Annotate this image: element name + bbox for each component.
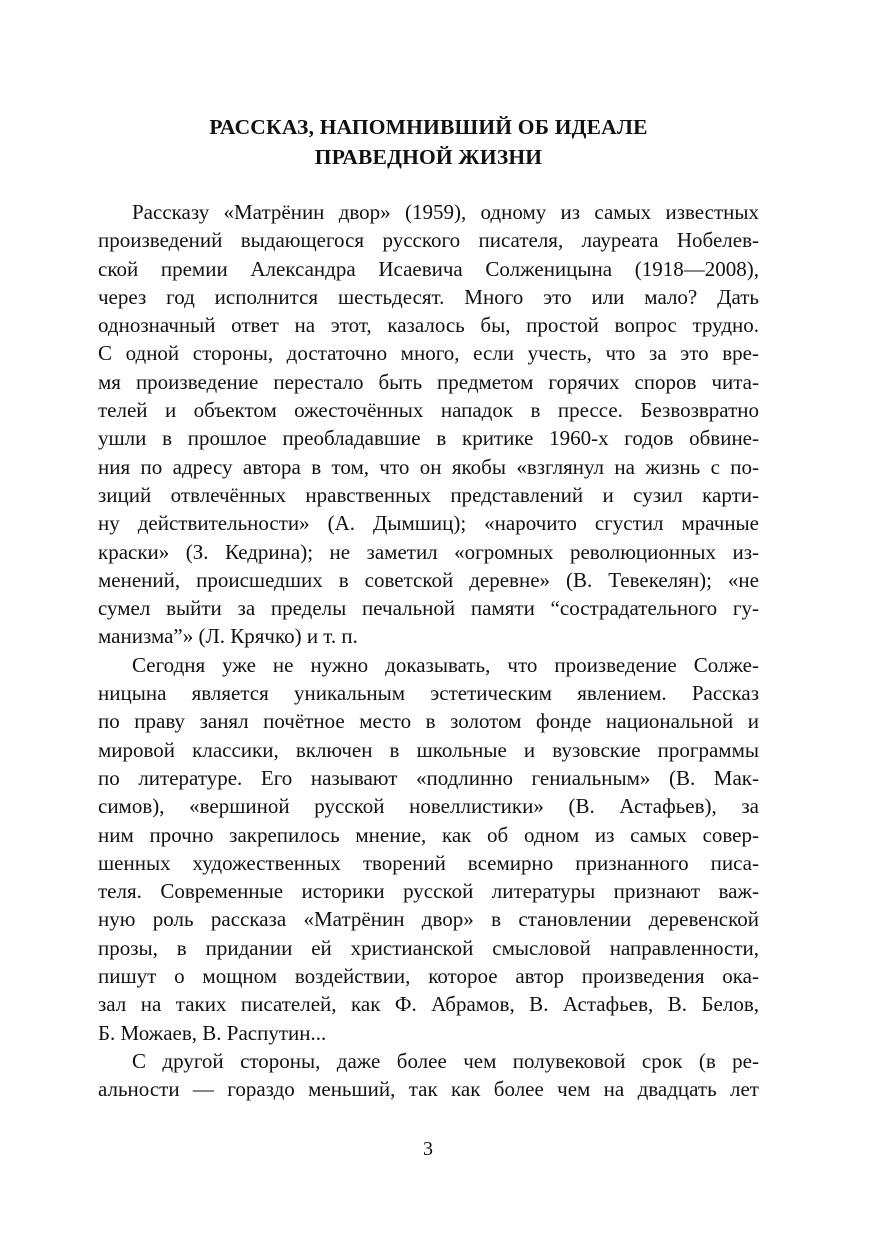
text-line: менений, происшедших в советской деревне» (В. Тевекелян); «не (98, 567, 759, 592)
text-line: альности — гораздо меньший, так как более чем на двадцать лет (98, 1077, 759, 1102)
paragraph-1 (98, 198, 759, 651)
chapter-title-line-2: ПРАВЕДНОЙ ЖИЗНИ (314, 145, 543, 169)
text-line: телей и объектом ожесточённых нападок в прессе. Безвозвратно (98, 398, 759, 423)
body-text (98, 198, 759, 1104)
text-line: мя произведение перестало быть предметом горячих споров чита- (98, 369, 759, 394)
text-line: прозы, в придании ей христианской смысловой направленности, (98, 935, 759, 960)
chapter-title (98, 112, 759, 172)
paragraph-3 (98, 1047, 759, 1104)
text-line: симов), «вершиной русской новеллистики» (В. Астафьев), за (98, 794, 759, 819)
text-line: зиций отвлечённых нравственных представлений и сузил карти- (98, 482, 759, 507)
text-line: по литературе. Его называют «подлинно гениальным» (В. Мак- (98, 765, 759, 790)
text-line: мировой классики, включен в школьные и вузовские программы (98, 737, 759, 762)
text-line: пишут о мощном воздействии, которое автор произведения ока- (98, 964, 759, 989)
text-line: ним прочно закрепилось мнение, как об одном из самых совер- (98, 822, 759, 847)
text-line: по праву занял почётное место в золотом фонде национальной и (98, 709, 759, 734)
text-line: сумел выйти за пределы печальной памяти “сострадательного гу- (98, 596, 759, 621)
chapter-title-line-1: РАССКАЗ, НАПОМНИВШИЙ ОБ ИДЕАЛЕ (209, 115, 648, 139)
text-line: краски» (З. Кедрина); не заметил «огромных революционных из- (98, 539, 759, 564)
text-line: ния по адресу автора в том, что он якобы «взглянул на жизнь с по- (98, 454, 759, 479)
text-line: Рассказу «Матрёнин двор» (1959), одному из самых известных (132, 200, 759, 224)
text-line: ную роль рассказа «Матрёнин двор» в становлении деревенской (98, 907, 759, 932)
text-line: однозначный ответ на этот, казалось бы, простой вопрос трудно. (98, 313, 759, 338)
page-number: 3 (423, 1138, 433, 1160)
text-line: Б. Можаев, В. Распутин... (98, 1020, 327, 1045)
text-line: ушли в прошлое преобладавшие в критике 1960-х годов обвине- (98, 426, 759, 451)
text-line: С другой стороны, даже более чем полувековой срок (в ре- (132, 1048, 759, 1073)
text-line: зал на таких писателей, как Ф. Абрамов, В. Астафьев, В. Белов, (98, 992, 759, 1017)
text-line: через год исполнится шестьдесят. Много это или мало? Дать (98, 284, 759, 309)
text-line: ницына является уникальным эстетическим явлением. Рассказ (98, 681, 759, 706)
text-line: ской премии Александра Исаевича Солженицына (1918—2008), (98, 256, 759, 281)
text-line: произведений выдающегося русского писателя, лауреата Нобелев- (98, 228, 759, 253)
paragraph-2 (98, 651, 759, 1047)
text-line: теля. Современные историки русской литературы признают важ- (98, 879, 759, 904)
text-line: манизма”» (Л. Крячко) и т. п. (98, 624, 358, 649)
text-line: шенных художественных творений всемирно признанного писа- (98, 850, 759, 875)
text-line: С одной стороны, достаточно много, если учесть, что за это вре- (98, 341, 759, 366)
text-line: ну действительности» (А. Дымшиц); «нарочито сгустил мрачные (98, 511, 759, 536)
text-line: Сегодня уже не нужно доказывать, что произведение Солже- (132, 652, 759, 677)
